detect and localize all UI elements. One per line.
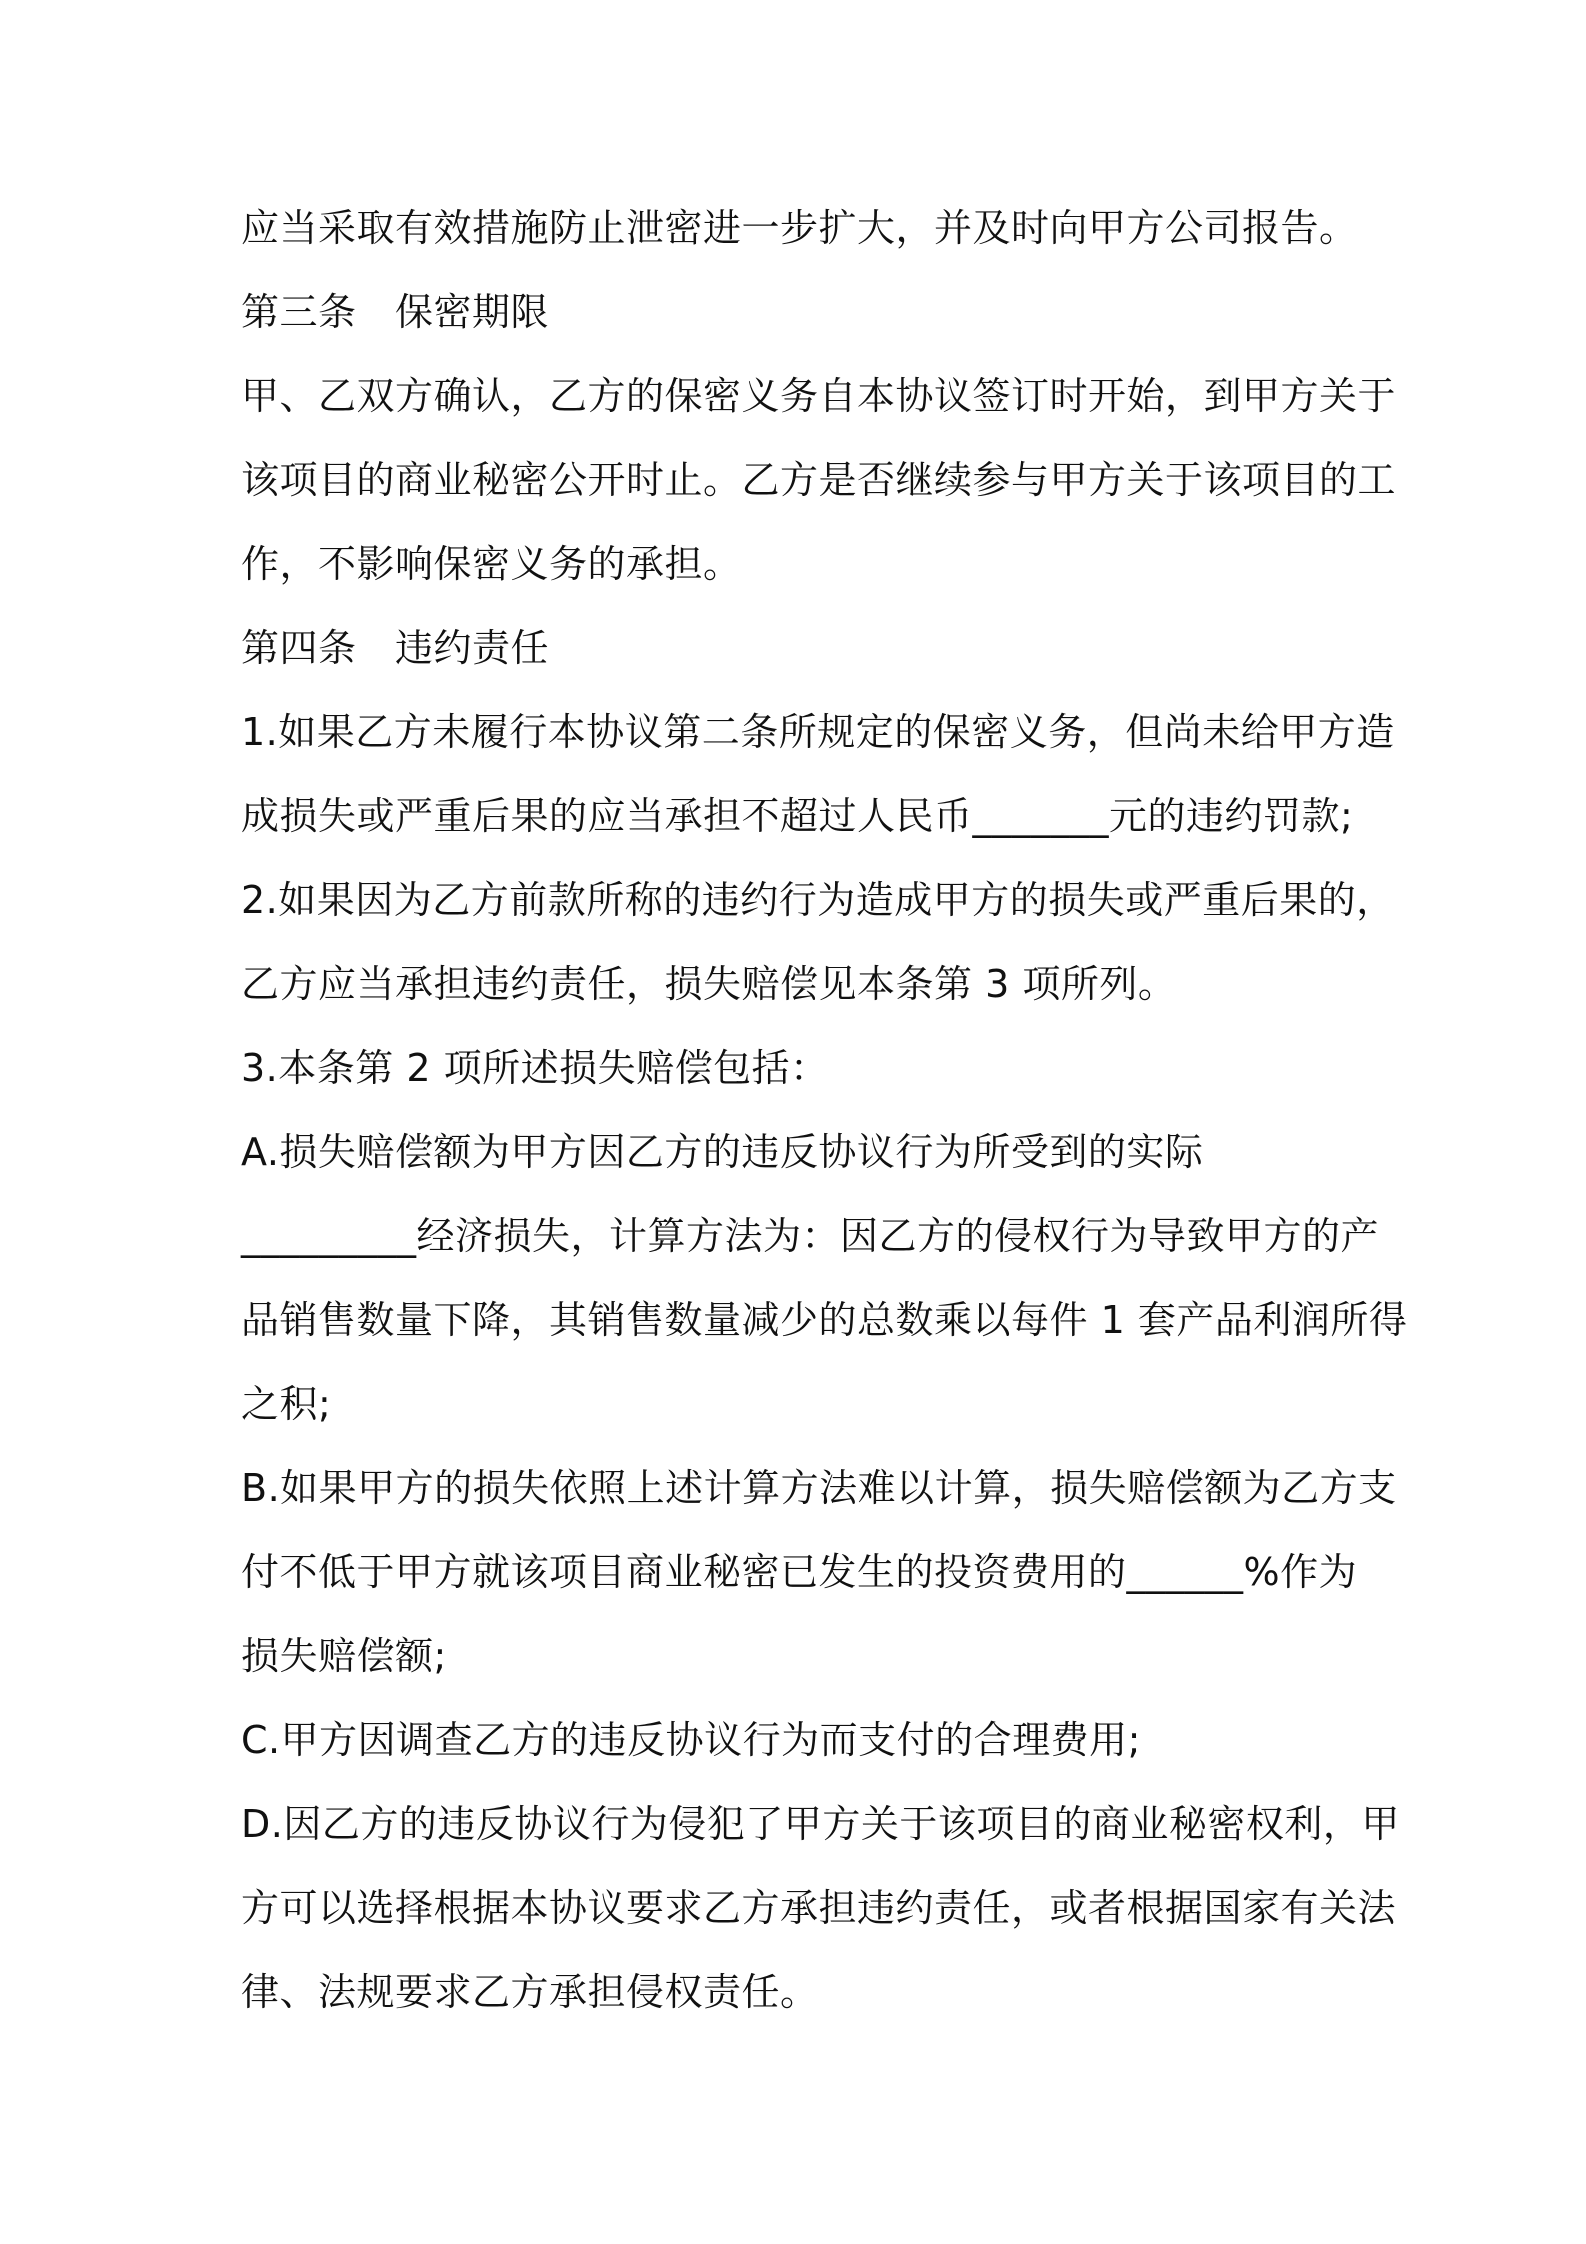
paragraph-line: 3.本条第 2 项所述损失赔偿包括： — [241, 1046, 829, 1090]
paragraph-line: 应当采取有效措施防止泄密进一步扩大，并及时向甲方公司报告。 — [241, 206, 1358, 250]
paragraph-line: 成损失或严重后果的应当承担不超过人民币_______元的违约罚款; — [241, 794, 1354, 838]
paragraph-line: 作，不影响保密义务的承担。 — [241, 542, 742, 586]
article-heading: 第四条 违约责任 — [241, 626, 550, 670]
paragraph-line: 付不低于甲方就该项目商业秘密已发生的投资费用的______%作为 — [241, 1550, 1358, 1594]
paragraph-line: 律、法规要求乙方承担侵权责任。 — [241, 1970, 819, 2014]
paragraph-line: 甲、乙双方确认，乙方的保密义务自本协议签订时开始，到甲方关于 — [241, 374, 1397, 418]
paragraph-line: A.损失赔偿额为甲方因乙方的违反协议行为所受到的实际 — [241, 1130, 1204, 1174]
article-heading: 第三条 保密期限 — [241, 290, 550, 334]
paragraph-line: 损失赔偿额; — [241, 1634, 447, 1678]
paragraph-line: 品销售数量下降，其销售数量减少的总数乘以每件 1 套产品利润所得 — [241, 1298, 1408, 1342]
paragraph-line: 1.如果乙方未履行本协议第二条所规定的保密义务，但尚未给甲方造 — [241, 710, 1395, 754]
paragraph-line: D.因乙方的违反协议行为侵犯了甲方关于该项目的商业秘密权利，甲 — [241, 1802, 1400, 1846]
paragraph-line: 该项目的商业秘密公开时止。乙方是否继续参与甲方关于该项目的工 — [241, 458, 1397, 502]
paragraph-line: 乙方应当承担违约责任，损失赔偿见本条第 3 项所列。 — [241, 962, 1177, 1006]
paragraph-line: 2.如果因为乙方前款所称的违约行为造成甲方的损失或严重后果的， — [241, 878, 1395, 922]
paragraph-line: _________经济损失，计算方法为：因乙方的侵权行为导致甲方的产 — [241, 1214, 1380, 1258]
paragraph-line: 方可以选择根据本协议要求乙方承担违约责任，或者根据国家有关法 — [241, 1886, 1397, 1930]
paragraph-line: C.甲方因调查乙方的违反协议行为而支付的合理费用; — [241, 1718, 1141, 1762]
paragraph-line: 之积; — [241, 1382, 332, 1426]
paragraph-line: B.如果甲方的损失依照上述计算方法难以计算，损失赔偿额为乙方支 — [241, 1466, 1397, 1510]
